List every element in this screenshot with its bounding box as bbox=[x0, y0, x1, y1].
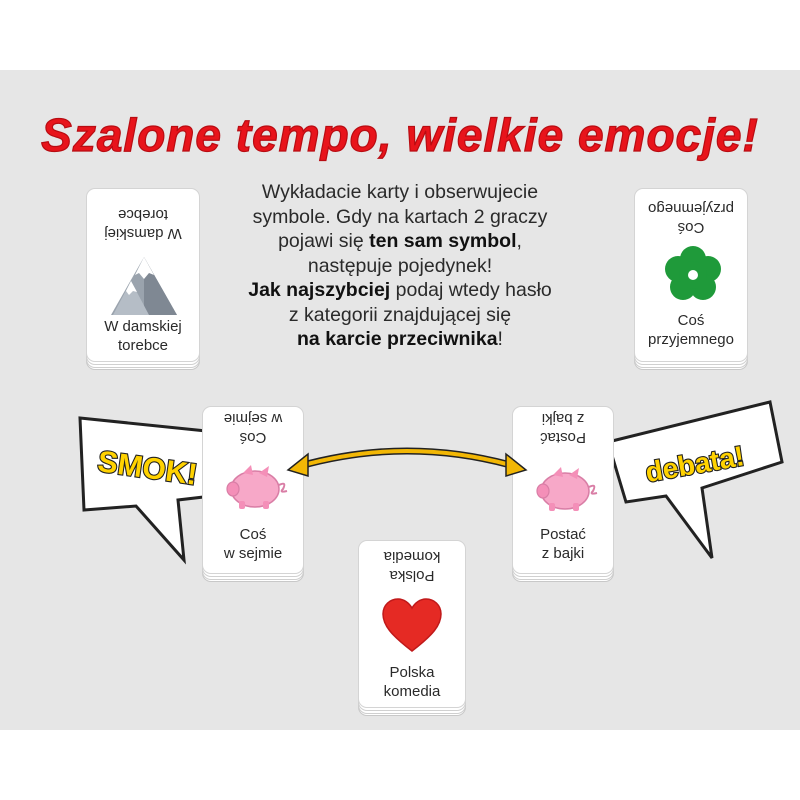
card-caption-top: Coś w sejmie bbox=[223, 410, 283, 446]
card-fairytale[interactable] bbox=[512, 406, 614, 574]
card-caption-top: Coś przyjemnego bbox=[648, 200, 734, 236]
headline-text: Szalone tempo, wielkie emocje! bbox=[41, 109, 759, 161]
card-caption-top: Postać z bajki bbox=[540, 410, 586, 446]
green-flower-icon bbox=[663, 245, 723, 305]
pink-pig-icon bbox=[225, 463, 289, 511]
desc-line: na karcie przeciwnika! bbox=[297, 328, 503, 350]
card-caption-bottom: W damskiej torebce bbox=[104, 318, 182, 354]
speech-bubble-right bbox=[596, 398, 786, 568]
card-pleasant[interactable] bbox=[634, 188, 748, 362]
card-caption-bottom: Coś w sejmie bbox=[223, 526, 283, 562]
desc-line: symbole. Gdy na kartach 2 graczy bbox=[252, 205, 548, 228]
desc-line: pojawi się ten sam symbol, bbox=[278, 230, 522, 252]
card-caption-top: W damskiej torebce bbox=[104, 206, 182, 242]
headline bbox=[40, 104, 760, 164]
card-handbag[interactable] bbox=[86, 188, 200, 362]
desc-line: następuje pojedynek! bbox=[307, 254, 493, 277]
desc-line: Wykładacie karty i obserwujecie bbox=[261, 181, 539, 203]
card-caption-bottom: Polska komedia bbox=[383, 664, 441, 700]
card-caption-bottom: Postać z bajki bbox=[540, 526, 586, 562]
pink-pig-icon bbox=[535, 465, 599, 513]
card-sejm[interactable] bbox=[202, 406, 304, 574]
rules-description bbox=[205, 180, 595, 352]
card-comedy[interactable] bbox=[358, 540, 466, 708]
red-heart-icon bbox=[381, 597, 443, 653]
desc-line: z kategorii znajdującej się bbox=[288, 303, 512, 326]
bubble-text-right: debata! bbox=[643, 440, 747, 488]
double-arrow-icon bbox=[286, 442, 528, 482]
card-caption-bottom: Coś przyjemnego bbox=[648, 312, 734, 348]
card-caption-top: Polska komedia bbox=[383, 548, 441, 584]
bubble-text-left: SMOK! bbox=[95, 445, 200, 492]
mountain-icon bbox=[109, 251, 179, 321]
desc-line: Jak najszybciej podaj wtedy hasło bbox=[248, 279, 552, 301]
